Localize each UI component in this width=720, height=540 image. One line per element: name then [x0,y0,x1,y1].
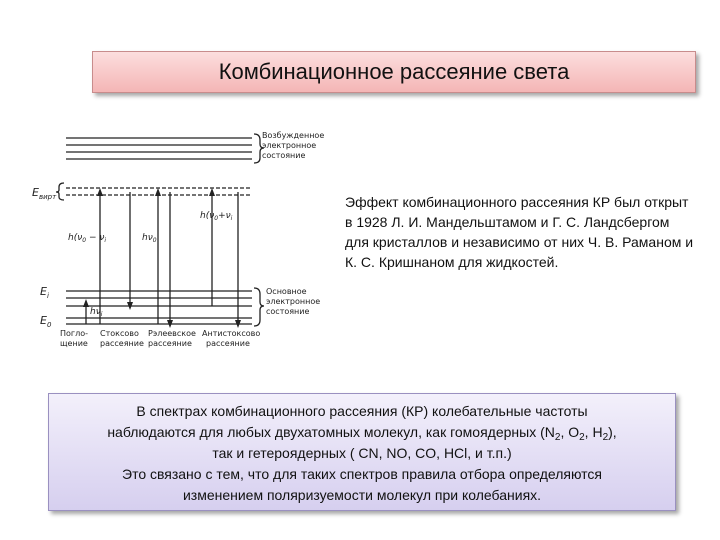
rayleigh-energy-label: $h\nu_0$ [142,233,157,244]
info-line-5: изменением поляризуемости молекул при колебаниях. [182,487,542,503]
absorption-caption-2: щение [60,339,88,348]
ground-state-label-3: состояние [266,307,310,316]
stokes-up-arrowhead [97,188,103,196]
antistokes-energy-label: $h(\nu_0+\nu_i$ [200,211,233,222]
virtual-level-brace [56,183,64,200]
stokes-caption-2: рассеяние [100,339,144,348]
absorption-arrowhead [83,299,89,307]
info-line-3: так и гетероядерных ( CN, NO, CO, HCl, и т.п.) [212,445,512,461]
absorption-caption-1: Погло- [60,329,89,338]
antistokes-caption-1: Антистоксово [202,329,261,338]
excited-state-label-2: электронное [262,141,317,150]
e-0-label: $E_0$ [40,314,52,329]
rayleigh-up-arrowhead [155,188,161,196]
e-virt-label: $E_{вирт}$ [32,186,57,201]
ground-state-brace [254,288,264,326]
slide-title-text: Комбинационное рассеяние света [218,59,570,84]
stokes-caption-1: Стоксово [100,329,139,338]
antistokes-up-arrowhead [209,188,215,196]
e-i-label: $E_i$ [40,285,49,300]
info-line-4: Это связано с тем, что для таких спектров правила отбора определяются [122,466,602,482]
discovery-history-text: Эффект комбинационного рассеяния КР был открыт в 1928 Л. И. Мандельштамом и Г. С. Ландсбергом для кристаллов и независимо от них Ч. В. Раманом и К. С. Кришнаном для жидкостей. [345,194,694,270]
excited-state-label-1: Возбужденное [262,131,325,140]
absorption-energy-label: $h\nu_i$ [90,307,103,318]
stokes-energy-label: $h(\nu_0 - \nu_i$ [68,233,107,244]
raman-energy-diagram [30,128,330,368]
rayleigh-caption-1: Рэлеевское [148,329,196,338]
excited-state-label-3: состояние [262,151,306,160]
info-line-1: В спектрах комбинационного рассеяния (КР) колебательные частоты [136,403,588,419]
info-line-2: наблюдаются для любых двухатомных молекул, как гомоядерных ($N_2$, $O_2$, $H_2$), [107,424,617,443]
slide-title [92,51,696,93]
rayleigh-caption-2: рассеяние [148,339,192,348]
ground-state-label-2: электронное [266,297,321,306]
selection-rules-box [48,393,676,511]
ground-state-label-1: Основное [266,287,307,296]
antistokes-caption-2: рассеяние [206,339,250,348]
